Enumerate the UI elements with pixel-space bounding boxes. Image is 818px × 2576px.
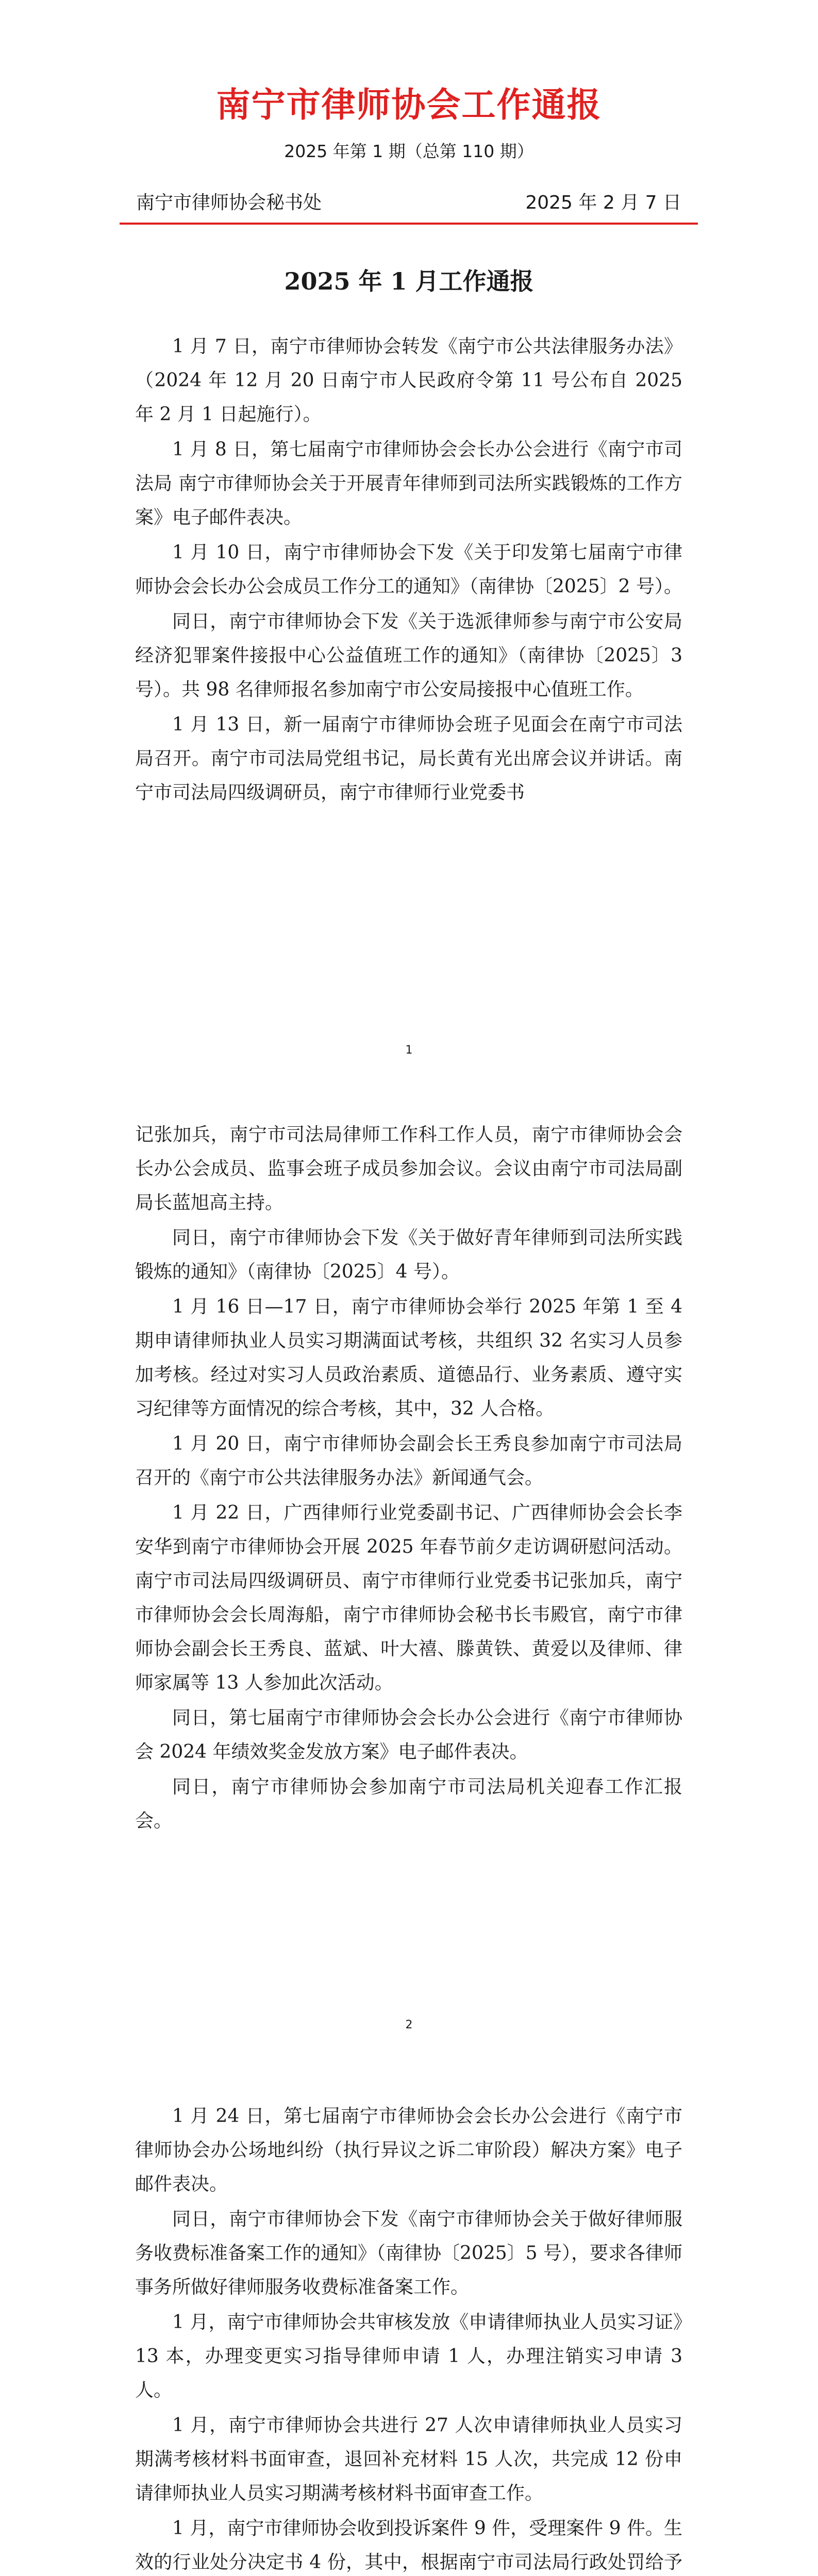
paragraph: 1 月 10 日，南宁市律师协会下发《关于印发第七届南宁市律师协会会长办公会成员工作分工的通知》（南律协〔2025〕2 号）。 xyxy=(135,542,682,597)
issue-number: 2025 年第 1 期（总第 110 期） xyxy=(284,141,534,161)
paragraph: 1 月 24 日，第七届南宁市律师协会会长办公会进行《南宁市律师协会办公场地纠纷（执行异议之诉二审阶段）解决方案》电子邮件表决。 xyxy=(135,2106,682,2195)
bulletin-title: 南宁市律师协会工作通报 xyxy=(216,85,602,125)
paragraph: 同日，南宁市律师协会下发《关于做好青年律师到司法所实践锻炼的通知》（南律协〔2025〕4 号）。 xyxy=(135,1227,682,1282)
page3-body xyxy=(135,2099,682,2576)
paragraph: 1 月，南宁市律师协会共进行 27 人次申请律师执业人员实习期满考核材料书面审查，退回补充材料 15 人次，共完成 12 份申请律师执业人员实习期满考核材料书面审查工作。 xyxy=(135,2415,682,2504)
issuer: 南宁市律师协会秘书处 xyxy=(136,192,322,213)
page-number: 1 xyxy=(405,1044,413,1057)
paragraph: 1 月，南宁市律师协会共审核发放《申请律师执业人员实习证》13 本，办理变更实习指导律师申请 1 人，办理注销实习申请 3 人。 xyxy=(135,2312,682,2401)
paragraph: 同日，南宁市律师协会下发《关于选派律师参与南宁市公安局经济犯罪案件接报中心公益值班工作的通知》（南律协〔2025〕3 号）。共 98 名律师报名参加南宁市公安局接报中心值班工作。 xyxy=(135,611,682,700)
paragraph: 同日，第七届南宁市律师协会会长办公会进行《南宁市律师协会 2024 年绩效奖金发放方案》电子邮件表决。 xyxy=(135,1707,682,1762)
paragraph: 记张加兵，南宁市司法局律师工作科工作人员，南宁市律师协会会长办公会成员、监事会班子成员参加会议。会议由南宁市司法局副局长蓝旭高主持。 xyxy=(135,1124,682,1213)
paragraph: 1 月 16 日—17 日，南宁市律师协会举行 2025 年第 1 至 4 期申请律师执业人员实习期满面试考核，共组织 32 名实习人员参加考核。经过对实习人员政治素质、道德品行、业务素质、遵守实习纪律等方面情况的综合考核，其中，32 人合格。 xyxy=(135,1296,682,1419)
paragraph: 同日，南宁市律师协会下发《南宁市律师协会关于做好律师服务收费标准备案工作的通知》（南律协〔2025〕5 号），要求各律师事务所做好律师服务收费标准备案工作。 xyxy=(135,2209,682,2298)
page1-body xyxy=(135,330,682,811)
paragraph: 1 月 13 日，新一届南宁市律师协会班子见面会在南宁市司法局召开。南宁市司法局党组书记，局长黄有光出席会议并讲话。南宁市司法局四级调研员，南宁市律师行业党委书 xyxy=(135,714,682,803)
paragraph: 1 月，南宁市律师协会收到投诉案件 9 件，受理案件 9 件。生效的行业处分决定书 4 份，其中，根据南宁市司法局行政处罚给予 xyxy=(135,2518,682,2573)
paragraph: 1 月 8 日，第七届南宁市律师协会会长办公会进行《南宁市司法局 南宁市律师协会关于开展青年律师到司法所实践锻炼的工作方案》电子邮件表决。 xyxy=(135,439,682,528)
paragraph: 1 月 20 日，南宁市律师协会副会长王秀良参加南宁市司法局召开的《南宁市公共法律服务办法》新闻通气会。 xyxy=(135,1433,682,1488)
paragraph: 1 月 22 日，广西律师行业党委副书记、广西律师协会会长李安华到南宁市律师协会开展 2025 年春节前夕走访调研慰问活动。南宁市司法局四级调研员、南宁市律师行业党委书记张加兵，南宁市律师协会会长周海船，南宁市律师协会秘书长韦殿官，南宁市律师协会副会长王秀良、蓝斌、叶大禧、滕黄铁、黄爱以及律师、律师家属等 13 人参加此次活动。 xyxy=(135,1502,682,1693)
page2-body xyxy=(135,1118,682,1839)
document-title: 2025 年 1 月工作通报 xyxy=(284,267,534,295)
paragraph: 1 月 7 日，南宁市律师协会转发《南宁市公共法律服务办法》（2024 年 12 月 20 日南宁市人民政府令第 11 号公布自 2025 年 2 月 1 日起施行）。 xyxy=(135,336,682,425)
header-divider xyxy=(120,223,698,225)
issue-date: 2025 年 2 月 7 日 xyxy=(525,192,681,213)
page-number: 2 xyxy=(405,2019,413,2031)
paragraph: 同日，南宁市律师协会参加南宁市司法局机关迎春工作汇报会。 xyxy=(135,1776,682,1832)
